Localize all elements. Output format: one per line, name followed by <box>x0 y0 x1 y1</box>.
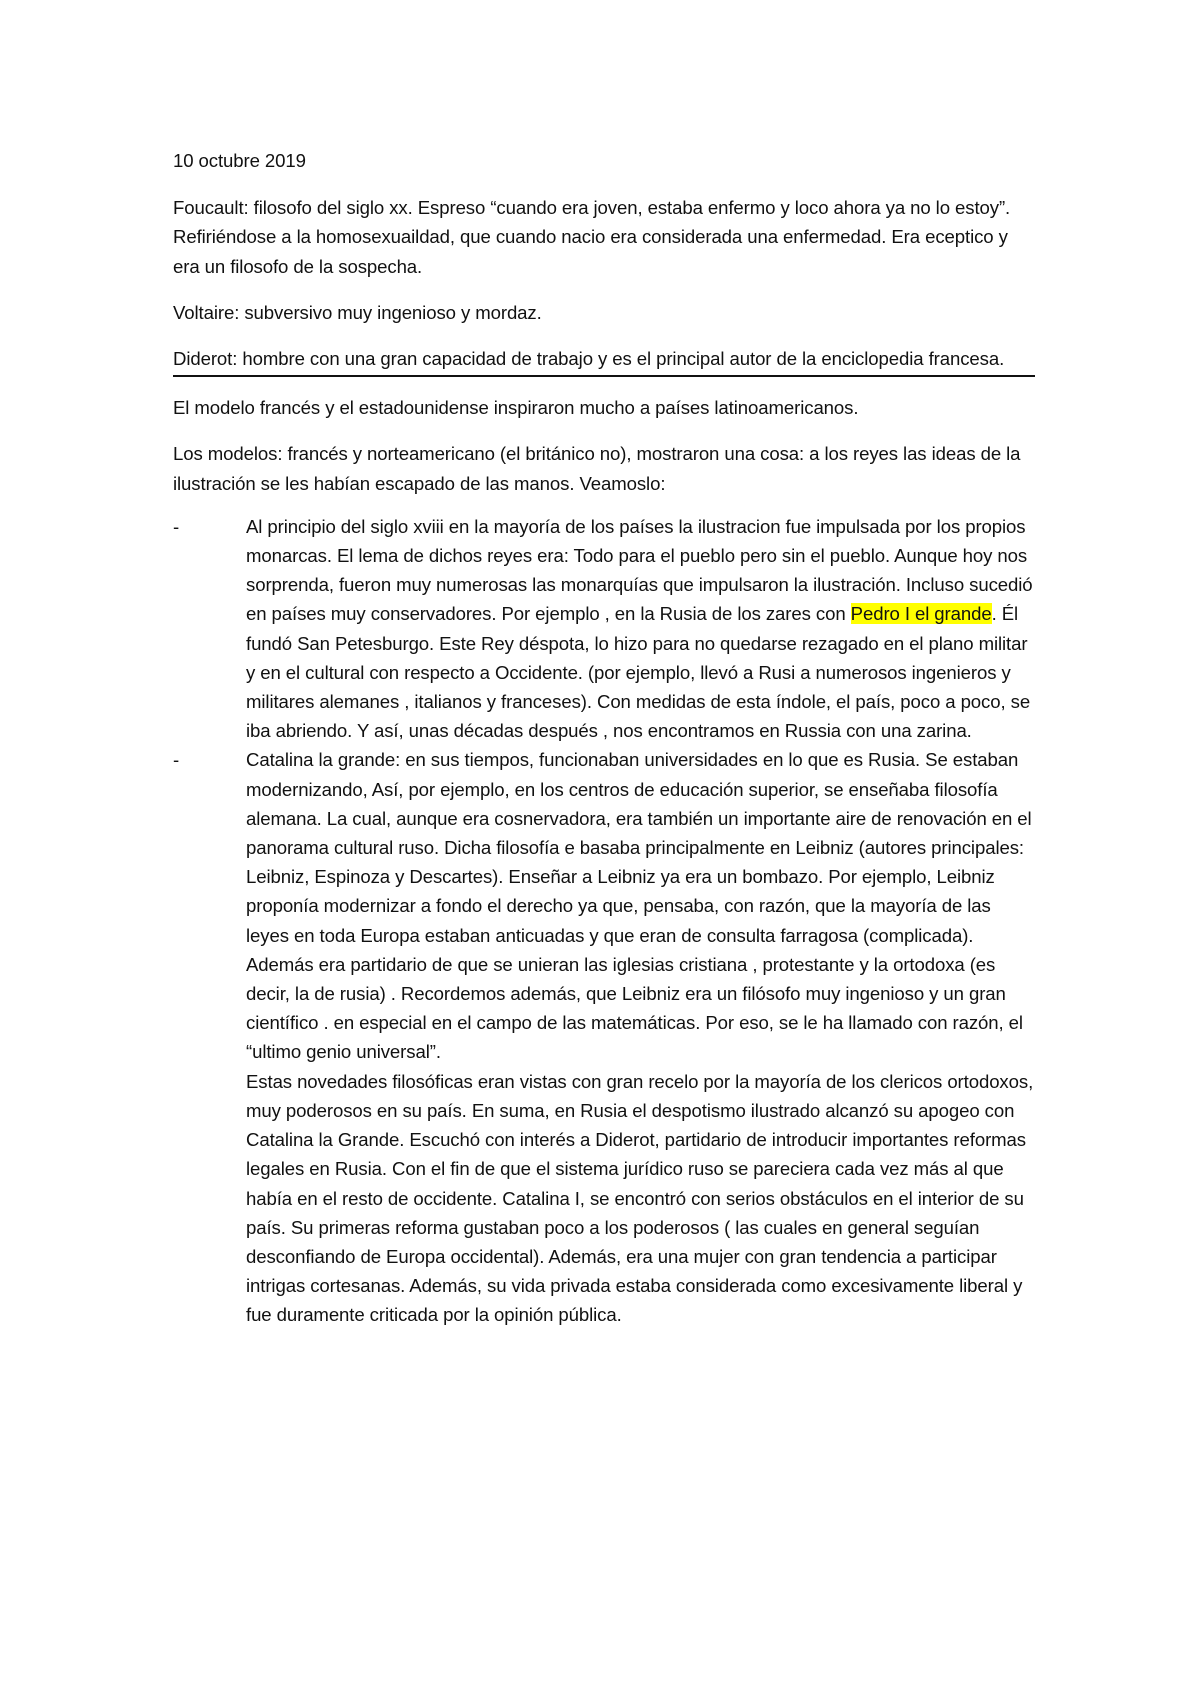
paragraph-continuation: Estas novedades filosóficas eran vistas con gran recelo por la mayoría de los clericos ortodoxos, muy poderosos en su país. En suma, en Rusia el despotismo ilustrado alcanzó su apogeo con Catalina la Grande. Escuchó con interés a Diderot, partidario de introducir importantes reformas legales en Rusia. Con el fin de que el sistema jurídico ruso se pareciera cada vez más al que había en el resto de occidente. Catalina I, se encontró con serios obstáculos en el interior de su país. Su primeras reforma gustaban poco a los poderosos ( las cuales en general seguían desconfiando de Europa occidental). Además, era una mujer con gran tendencia a participar intrigas cortesanas. Además, su vida privada estaba considerada como excesivamente liberal y fue duramente criticada por la opinión pública. <box>246 1070 1034 1326</box>
bullet-2-text: Catalina la grande: en sus tiempos, funcionaban universidades en lo que es Rusia. Se estaban modernizando, Así, por ejemplo, en los centros de educación superior, se enseñaba filosofía alemana. La cual, aunque era cosnervadora, era también un importante aire de renovación en el panorama cultural ruso. Dicha filosofía e basaba principalmente en Leibniz (autores principales: Leibniz, Espinoza y Descartes). Enseñar a Leibniz ya era un bombazo. Por ejemplo, Leibniz proponía modernizar a fondo el derecho ya que, pensaba, con razón, que la mayoría de las leyes en toda Europa estaban anticuadas y que eran de consulta farragosa (complicada). Además era partidario de que se unieran las iglesias cristiana , protestante y la ortodoxa (es decir, la de rusia) . Recordemos además, que Leibniz era un filósofo muy ingenioso y un gran científico . en especial en el campo de las matemáticas. Por eso, se le ha llamado con razón, el “ultimo genio universal”. <box>246 749 1032 1063</box>
paragraph-voltaire: Voltaire: subversivo muy ingenioso y mordaz. <box>173 301 542 323</box>
bullet-1-text-end: . Él fundó San Petesburgo. Este Rey déspota, lo hizo para no quedarse rezagado en el plano militar y en el cultural con respecto a Occidente. (por ejemplo, llevó a Rusi a numerosos ingenieros y militares alemanes , italianos y franceses). Con medidas de esta índole, el país, poco a poco, se iba abriendo. Y así, unas décadas después , nos encontramos en Russia con una zarina. <box>246 603 1031 742</box>
list-dash: - <box>173 515 180 537</box>
list-item <box>173 512 1035 746</box>
horizontal-rule <box>173 375 1035 377</box>
paragraph-modelos: Los modelos: francés y norteamericano (el británico no), mostraron una cosa: a los reyes las ideas de la ilustración se les habían escapado de las manos. Veamoslo: <box>173 443 1021 494</box>
bullet-1-text-start: Al principio del siglo xviii en la mayoría de los países la ilustracion fue impulsada por los propios monarcas. El lema de dichos reyes era: Todo para el pueblo pero sin el pueblo. Aunque hoy nos sorprenda, fueron muy numerosas las monarquías que impulsaron la ilustración. Incluso sucedió en países muy conservadores. Por ejemplo , en la Rusia de los zares con <box>246 515 1033 625</box>
paragraph-modelo: El modelo francés y el estadounidense inspiraron mucho a países latinoamericanos. <box>173 397 859 419</box>
paragraph-diderot: Diderot: hombre con una gran capacidad de trabajo y es el principal autor de la enciclopedia francesa. <box>173 348 1005 370</box>
highlighted-text: Pedro I el grande <box>850 603 992 625</box>
document-body <box>173 146 1035 1330</box>
list-item <box>173 745 1035 1066</box>
date-line: 10 octubre 2019 <box>173 150 306 171</box>
list-dash: - <box>173 749 180 771</box>
paragraph-foucault: Foucault: filosofo del siglo xx. Espreso “cuando era joven, estaba enfermo y loco ahora ya no lo estoy”. Refiriéndose a la homosexuaildad, que cuando nacio era considerada una enfermedad. Era eceptico y era un filosofo de la sospecha. <box>173 197 1011 277</box>
bullet-list <box>173 512 1035 1067</box>
